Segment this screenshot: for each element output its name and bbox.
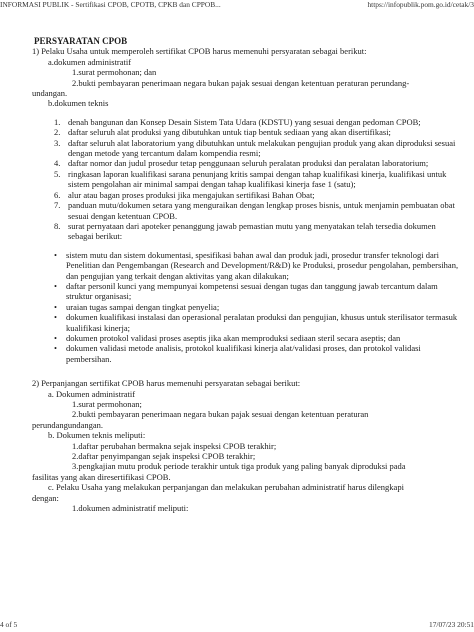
page-header-title: INFORMASI PUBLIK - Sertifikasi CPOB, CPOTB, CPKB dan CPPOB...	[0, 0, 221, 9]
section-2-intro: 2) Perpanjangan sertifikat CPOB harus memenuhi persyaratan sebagai berikut:	[32, 378, 301, 389]
list-item: 2. daftar seluruh alat produksi yang dibutuhkan untuk tiap bentuk sediaan yang akan disertifikasi;	[54, 127, 391, 138]
list-item: 8. surat pernyataan dari apoteker penanggung jawab pemastian mutu yang menyatakan telah tersedia dokumen sebagai berikut:	[54, 220, 436, 242]
section-1-item-b: b.dokumen teknis	[48, 98, 109, 109]
section-1-bullet-list	[28, 250, 460, 364]
section-2-item-b3: 3.pengkajian mutu produk periode terakhir untuk tiga produk yang paling banyak diproduksi pada	[72, 461, 406, 472]
section-2-item-b2: 2.daftar penyimpangan sejak inspeksi CPOB terakhir;	[72, 451, 256, 462]
list-item: 7. panduan mutu/dokumen setara yang menguraikan dengan lengkap proses bisnis, untuk menjamin pembuatan obat sesuai dengan ketentuan CPOB.	[54, 200, 455, 221]
document-title: PERSYARATAN CPOB	[34, 36, 128, 46]
page-header-url: https://infopublik.pom.go.id/cetak/3	[367, 0, 474, 9]
bullet-icon: •	[54, 280, 57, 291]
section-2-item-a2-cont: perundangundangan.	[32, 419, 104, 430]
section-2-item-a1: 1.surat permohonan;	[72, 399, 142, 409]
bullet-icon: •	[54, 312, 57, 323]
list-item: 5. ringkasan laporan kualifikasi sarana penunjang kritis sampai dengan tahap kualifikasi kinerja, kualifikasi untuk sistem pengolahan air minimal sampai dengan tahap kualifikasi kinerja fase 1 (satu);	[54, 168, 447, 190]
bullet-item: • dokumen validasi metode analisis, protokol kualifikasi kinerja alat/validasi proses, dan protokol validasi pembersihan.	[54, 343, 421, 364]
section-2-item-c1: 1.dokumen administratif meliputi:	[72, 503, 189, 514]
bullet-icon: •	[54, 343, 57, 354]
bullet-icon: •	[54, 249, 57, 260]
list-item: 4. daftar nomor dan judul prosedur tetap penggunaan seluruh peralatan produksi dan peralatan laboratorium;	[54, 158, 429, 169]
section-1-item-a2-cont: undangan.	[32, 88, 68, 99]
list-item: 3. daftar seluruh alat laboratorium yang dibutuhkan untuk melakukan pengujian produk yang akan diproduksi sesuai dengan metode yang tercantum dalam kompendia resmi;	[54, 137, 456, 159]
bullet-icon: •	[54, 332, 57, 343]
bullet-item: • dokumen kualifikasi instalasi dan operasional peralatan produksi dan pengujian, khusus untuk sterilisator termasuk kualifikasi kinerja;	[54, 312, 458, 333]
document-body	[28, 36, 460, 513]
bullet-icon: •	[54, 301, 57, 312]
bullet-item: • uraian tugas sampai dengan tingkat penyelia;	[54, 301, 220, 312]
list-item: 1. denah bangunan dan Konsep Desain Sistem Tata Udara (KDSTU) yang sesuai dengan pedoman CPOB;	[54, 116, 421, 127]
section-2-item-c-cont: dengan:	[32, 492, 59, 503]
section-2-item-c: c. Pelaku Usaha yang melakukan perpanjangan dan melakukan perubahan administratif harus dilengkapi	[48, 482, 404, 493]
bullet-item: • dokumen protokol validasi proses aseptis jika akan memproduksi sediaan steril secara aseptis; dan	[54, 332, 401, 343]
section-1-technical-list	[28, 117, 460, 242]
section-1-item-a1: 1.surat permohonan; dan	[72, 67, 157, 78]
section-2-item-b: b. Dokumen teknis meliputi:	[48, 430, 146, 441]
section-1-item-a: a.dokumen administratif	[48, 56, 132, 67]
bullet-item: • sistem mutu dan sistem dokumentasi, spesifikasi bahan awal dan produk jadi, prosedur transfer teknologi dari Penelitian dan Pengembangan (Research and Development/R&D) ke Produksi, prosedur pengolahan, pembersihan, dan pengujian yang terkait dengan aktivitas yang akan dilakukan;	[54, 249, 459, 281]
print-timestamp: 17/07/23 20:51	[429, 620, 474, 629]
section-1-item-a2: 2.bukti pembayaran penerimaan negara bukan pajak sesuai dengan ketentuan peraturan perundang-	[72, 77, 410, 88]
list-item: 6. alur atau bagan proses produksi jika mengajukan sertifikasi Bahan Obat;	[54, 189, 315, 200]
section-2-item-b1: 1.daftar perubahan bermakna sejak inspeksi CPOB terakhir;	[72, 440, 277, 451]
section-2-item-a2: 2.bukti pembayaran penerimaan negara bukan pajak sesuai dengan ketentuan peraturan	[72, 409, 369, 420]
section-1-intro: 1) Pelaku Usaha untuk memperoleh sertifikat CPOB harus memenuhi persyaratan sebagai berikut:	[32, 46, 367, 57]
section-2-item-b3-cont: fasilitas yang akan diresertifikasi CPOB.	[32, 471, 171, 482]
bullet-item: • daftar personil kunci yang mempunyai kompetensi sesuai dengan tugas dan tanggung jawab tercantum dalam struktur organisasi;	[54, 280, 438, 302]
page-number: 4 of 5	[0, 620, 18, 629]
section-2-item-a: a. Dokumen administratif	[48, 388, 136, 399]
